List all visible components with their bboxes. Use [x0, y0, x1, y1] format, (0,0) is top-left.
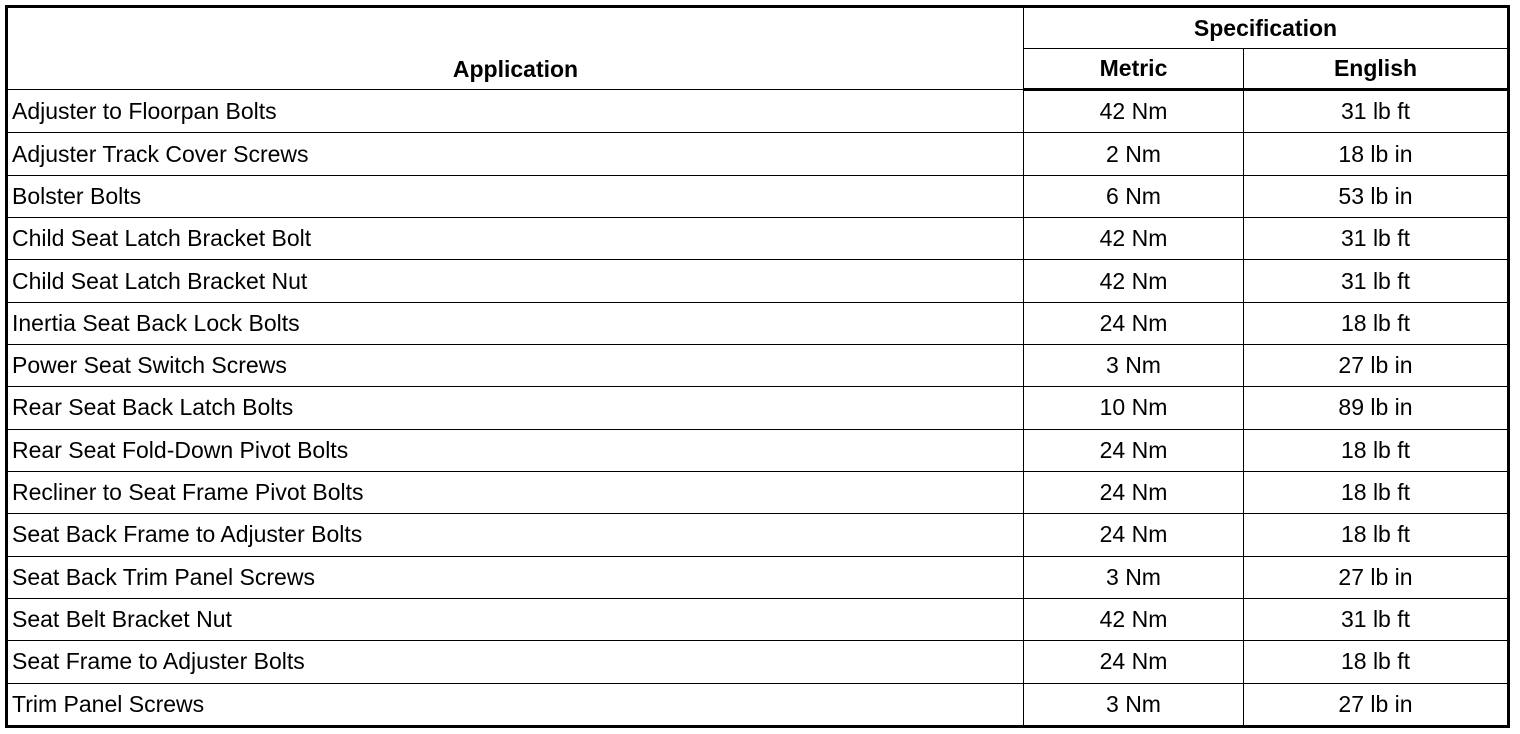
table-row [7, 471, 1509, 513]
header-specification: Specification [1024, 7, 1509, 49]
cell-application: Adjuster to Floorpan Bolts [7, 90, 1024, 133]
table-row [7, 218, 1509, 260]
cell-english: 31 lb ft [1244, 598, 1509, 640]
table-row [7, 387, 1509, 429]
cell-english: 27 lb in [1244, 683, 1509, 726]
cell-application: Rear Seat Fold-Down Pivot Bolts [7, 429, 1024, 471]
cell-metric: 3 Nm [1024, 556, 1244, 598]
cell-metric: 42 Nm [1024, 260, 1244, 302]
table-row [7, 345, 1509, 387]
header-english: English [1244, 49, 1509, 90]
cell-english: 18 lb ft [1244, 429, 1509, 471]
cell-english: 31 lb ft [1244, 218, 1509, 260]
cell-metric: 2 Nm [1024, 133, 1244, 175]
table-row [7, 302, 1509, 344]
cell-metric: 10 Nm [1024, 387, 1244, 429]
cell-application: Recliner to Seat Frame Pivot Bolts [7, 471, 1024, 513]
table-header [7, 7, 1509, 90]
table-row [7, 598, 1509, 640]
cell-application: Child Seat Latch Bracket Nut [7, 260, 1024, 302]
cell-english: 18 lb in [1244, 133, 1509, 175]
cell-english: 31 lb ft [1244, 90, 1509, 133]
header-row-top [7, 7, 1509, 49]
cell-english: 31 lb ft [1244, 260, 1509, 302]
cell-metric: 24 Nm [1024, 514, 1244, 556]
cell-application: Seat Back Trim Panel Screws [7, 556, 1024, 598]
cell-application: Bolster Bolts [7, 175, 1024, 217]
table-row [7, 514, 1509, 556]
cell-application: Adjuster Track Cover Screws [7, 133, 1024, 175]
cell-english: 18 lb ft [1244, 302, 1509, 344]
cell-english: 27 lb in [1244, 345, 1509, 387]
cell-application: Power Seat Switch Screws [7, 345, 1024, 387]
header-metric: Metric [1024, 49, 1244, 90]
table-row [7, 429, 1509, 471]
cell-metric: 24 Nm [1024, 471, 1244, 513]
cell-application: Inertia Seat Back Lock Bolts [7, 302, 1024, 344]
cell-application: Seat Frame to Adjuster Bolts [7, 641, 1024, 683]
header-application: Application [7, 7, 1024, 90]
table-body [7, 90, 1509, 727]
cell-metric: 24 Nm [1024, 302, 1244, 344]
table-row [7, 175, 1509, 217]
cell-english: 18 lb ft [1244, 514, 1509, 556]
cell-application: Rear Seat Back Latch Bolts [7, 387, 1024, 429]
cell-english: 89 lb in [1244, 387, 1509, 429]
cell-metric: 6 Nm [1024, 175, 1244, 217]
cell-english: 18 lb ft [1244, 471, 1509, 513]
table-row [7, 641, 1509, 683]
cell-english: 27 lb in [1244, 556, 1509, 598]
cell-english: 53 lb in [1244, 175, 1509, 217]
cell-metric: 42 Nm [1024, 598, 1244, 640]
cell-application: Seat Belt Bracket Nut [7, 598, 1024, 640]
cell-application: Seat Back Frame to Adjuster Bolts [7, 514, 1024, 556]
torque-spec-table [5, 5, 1510, 728]
table-row [7, 260, 1509, 302]
table-row [7, 683, 1509, 726]
cell-metric: 3 Nm [1024, 345, 1244, 387]
cell-application: Trim Panel Screws [7, 683, 1024, 726]
cell-metric: 3 Nm [1024, 683, 1244, 726]
table-row [7, 556, 1509, 598]
cell-metric: 42 Nm [1024, 218, 1244, 260]
table-row [7, 133, 1509, 175]
cell-metric: 24 Nm [1024, 429, 1244, 471]
cell-application: Child Seat Latch Bracket Bolt [7, 218, 1024, 260]
cell-metric: 24 Nm [1024, 641, 1244, 683]
cell-metric: 42 Nm [1024, 90, 1244, 133]
cell-english: 18 lb ft [1244, 641, 1509, 683]
table-row [7, 90, 1509, 133]
